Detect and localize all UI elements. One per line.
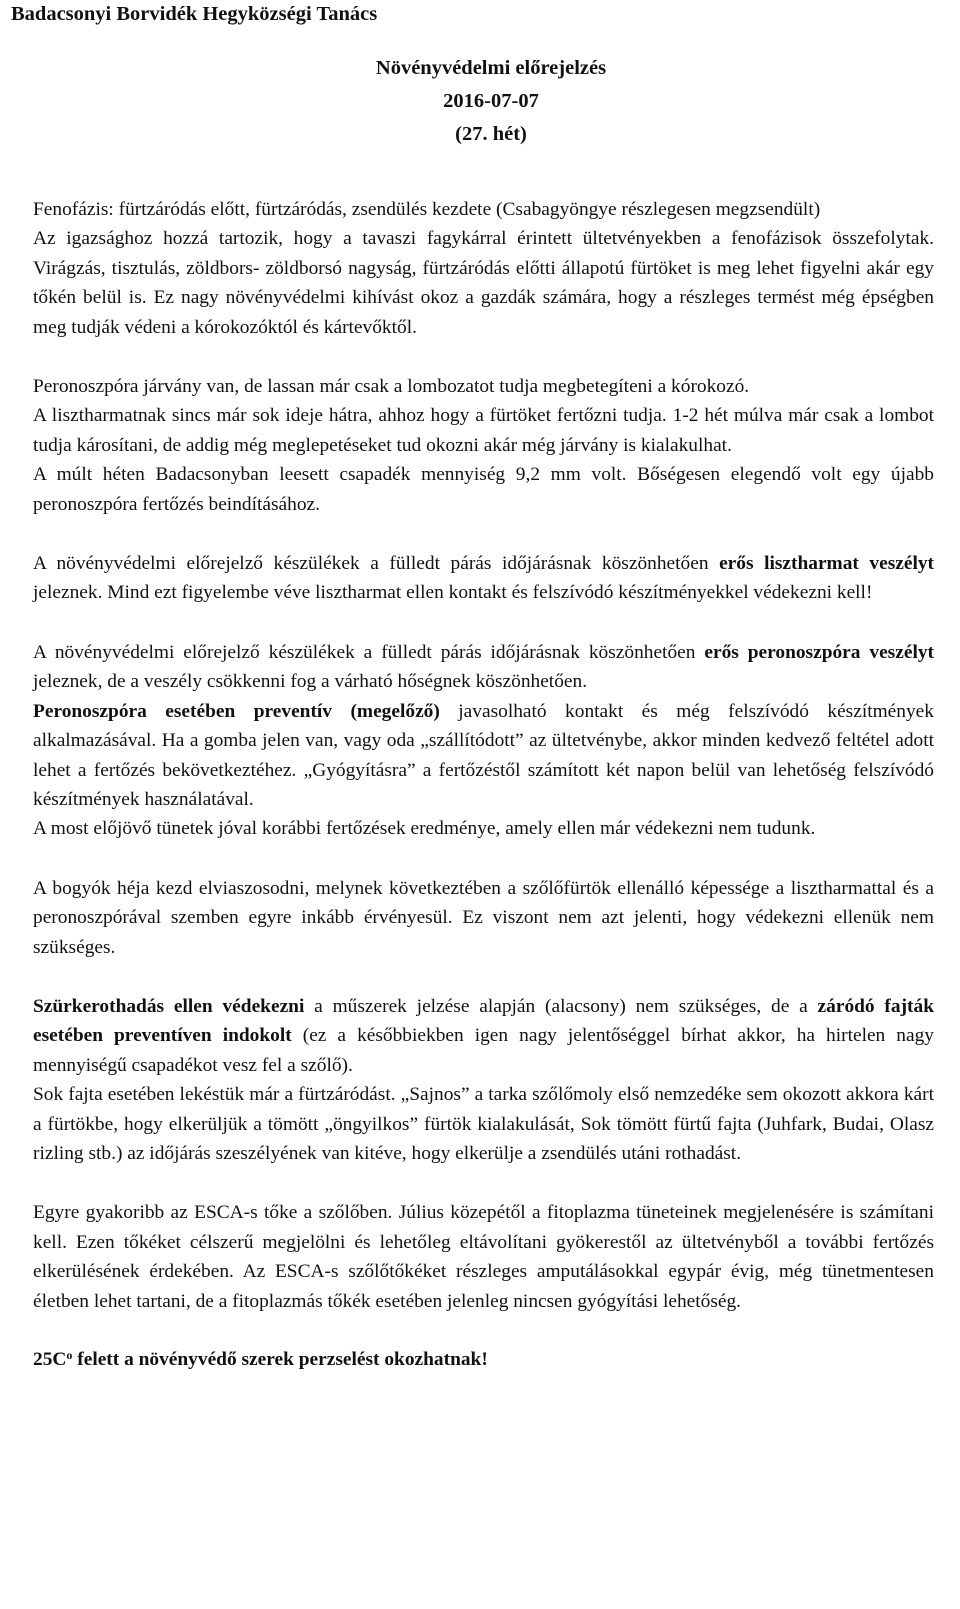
document-body bbox=[33, 195, 934, 1374]
peronospora-status-paragraph: Peronoszpóra járvány van, de lassan már csak a lombozatot tudja megbetegíteni a kórokozó. bbox=[33, 376, 750, 398]
grey-mould-paragraph: Szürkerothadás ellen védekezni a műszerek jelzése alapján (alacsony) nem szükséges, de a záródó fajták esetében preventíven indokolt (ez a későbbiekben igen nagy jelentőséggel bírhat akkor, ha hirtelen nagy mennyiségű csapadékot vesz fel a szőlő). bbox=[33, 995, 934, 1076]
document-week: (27. hét) bbox=[455, 123, 527, 145]
phenophase-paragraph: Fenofázis: fürtzáródás előtt, fürtzáródás, zsendülés kezdete (Csabagyöngye részlegesen megzsendült) bbox=[33, 199, 821, 220]
powdery-mildew-status-paragraph: A lisztharmatnak sincs már sok ideje hátra, ahhoz hogy a fürtöket fertőzni tudja. 1-2 hét múlva már csak a lombot tudja károsítani, de addig még meglepetéseket tud okozni akár még járvány is kialakulhat. bbox=[33, 405, 934, 456]
organization-name: Badacsonyi Borvidék Hegyközségi Tanács bbox=[11, 3, 378, 25]
document-heading bbox=[0, 52, 960, 151]
heat-warning: $25C^o$ felett a növényvédő szerek perzselést okozhatnak! bbox=[33, 1348, 488, 1370]
peronospora-prevention-paragraph: Peronoszpóra esetében preventív (megelőző) javasolható kontakt és még felszívódó készítmények alkalmazásával. Ha a gomba jelen van, vagy oda „szállítódott” az ültetvénybe, akkor minden kedvező feltétel adott lehet a fertőzés bekövetkeztéhez. „Gyógyításra” a fertőzéstől számított két napon belül van lehetőség felszívódó készítmények használatával. bbox=[33, 700, 934, 810]
peronospora-warning-paragraph: A növényvédelmi előrejelző készülékek a fülledt párás időjárásnak köszönhetően erős peronoszpóra veszélyt jeleznek, de a veszély csökkenni fog a várható hőségnek köszönhetően. bbox=[33, 641, 934, 693]
rainfall-paragraph: A múlt héten Badacsonyban leesett csapadék mennyiség 9,2 mm volt. Bőségesen elegendő volt egy újabb peronoszpóra fertőzés beindításához. bbox=[33, 464, 934, 515]
powdery-mildew-warning-paragraph: A növényvédelmi előrejelző készülékek a fülledt párás időjárásnak köszönhetően erős lisztharmat veszélyt jeleznek. Mind ezt figyelembe véve lisztharmat ellen kontakt és felszívódó készítményekkel védekezni kell! bbox=[33, 553, 934, 604]
symptoms-paragraph: A most előjövő tünetek jóval korábbi fertőzések eredménye, amely ellen már védekezni nem tudunk. bbox=[33, 818, 816, 840]
berry-skin-paragraph: A bogyók héja kezd elviaszosodni, melynek következtében a szőlőfürtök ellenálló képessége a lisztharmattal és a peronoszpórával szemben egyre inkább érvényesül. Ez viszont nem azt jelenti, hogy védekezni ellenük nem szükséges. bbox=[33, 877, 934, 958]
phenophase-detail-paragraph: Az igazsághoz hozzá tartozik, hogy a tavaszi fagykárral érintett ültetvényekben a fenofázisok összefolytak. Virágzás, tisztulás, zöldbors- zöldborsó nagyság, fürtzáródás előtti állapotú fürtöket is meg lehet figyelni akár egy tőkén belül is. Ez nagy növényvédelmi kihívást okoz a gazdák számára, hogy a részleges termést még épségben meg tudják védeni a kórokozóktól és kártevőktől. bbox=[33, 228, 934, 338]
esca-paragraph: Egyre gyakoribb az ESCA-s tőke a szőlőben. Július közepétől a fitoplazma tüneteinek megjelenésére is számítani kell. Ezen tőkéket célszerű megjelölni és lehetőleg eltávolítani gyökerestől az ültetvényből a további fertőzés elkerülésének érdekében. Az ESCA-s szőlőtőkéket részleges amputálásokkal egypár évig, még tünetmentesen életben lehet tartani, de a fitoplazmás tőkék esetében jelenleg nincsen gyógyítási lehetőség. bbox=[33, 1202, 934, 1312]
document-title: Növényvédelmi előrejelzés bbox=[375, 57, 607, 79]
bunch-closure-paragraph: Sok fajta esetében lekéstük már a fürtzáródást. „Sajnos” a tarka szőlőmoly első nemzedéke sem okozott akkora kárt a fürtökbe, hogy elkerüljük a tömött „öngyilkos” fürtök kialakulását, Sok tömött fürtű fajta (Juhfark, Budai, Olasz rizling stb.) az időjárás szeszélyének van kitéve, hogy elkerülje a zsendülés utáni rothadást. bbox=[33, 1084, 934, 1164]
document-date: 2016-07-07 bbox=[443, 90, 539, 112]
